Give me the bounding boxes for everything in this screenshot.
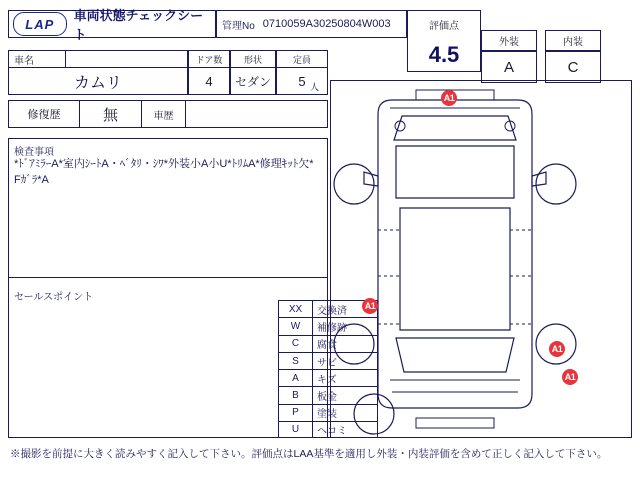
legend-desc: サビ (312, 352, 378, 369)
exterior-grade-value: A (503, 58, 514, 76)
inspection-notes-text: *ﾄﾞｱﾐﾗｰA*室内ｼｰﾄA・ﾍﾞﾀﾘ・ｼﾜ*外装小A小U*ﾄﾘﾑA*修理ｷｯﾄ欠*Fｶﾞﾗ*A (14, 158, 314, 186)
legend-code: U (278, 421, 312, 438)
door-count-label: ドア数 (195, 54, 223, 65)
repair-history-value-box (80, 100, 142, 128)
capacity-value-box (276, 68, 328, 95)
door-count-value: 4 (205, 73, 213, 89)
exterior-label-box (481, 30, 537, 51)
car-name-label: 車名 (14, 55, 34, 67)
hood-panel (396, 146, 514, 198)
legend-code: W (278, 317, 312, 334)
score-label: 評価点 (429, 21, 459, 32)
repair-history-label-box (8, 100, 80, 128)
vehicle-diagram (330, 80, 632, 438)
legend-desc: 補修跡 (312, 317, 378, 334)
header-title-box (8, 8, 216, 42)
interior-label: 内装 (563, 37, 583, 48)
repair-history-value: 無 (102, 106, 118, 124)
repair-history-label: 修復歴 (27, 109, 61, 121)
score-value-box (407, 38, 481, 72)
damage-marker[interactable]: A1 (549, 341, 565, 357)
legend-code: P (278, 404, 312, 421)
legend-desc: 交換済 (312, 300, 378, 317)
interior-grade-box (545, 51, 601, 83)
roof-panel (400, 208, 510, 330)
legend-desc: 塗装 (312, 404, 378, 421)
damage-marker[interactable]: A1 (362, 298, 378, 314)
body-shape-label-box (230, 50, 276, 68)
interior-label-box (545, 30, 601, 51)
legend-code: B (278, 386, 312, 403)
car-name-label-filler (66, 50, 188, 68)
exterior-label: 外装 (499, 37, 519, 48)
interior-grade-value: C (567, 58, 579, 76)
legend-code: XX (278, 300, 312, 317)
front-glass (394, 116, 516, 140)
door-count-label-box (188, 50, 230, 68)
inspection-notes-label: 検査事項 (14, 147, 54, 158)
rear-glass (396, 338, 514, 372)
capacity-value: 5 (298, 73, 306, 89)
damage-marker[interactable]: A1 (441, 90, 457, 106)
legend-code: C (278, 335, 312, 352)
car-name-value-box (8, 68, 188, 95)
car-history-value-box (186, 100, 328, 128)
legend-desc: 板金 (312, 386, 378, 403)
body-shape-value: セダン (234, 74, 272, 89)
score-label-box (407, 10, 481, 38)
wheel-rear-left (334, 324, 374, 364)
capacity-label-box (276, 50, 328, 68)
door-count-value-box (188, 68, 230, 95)
legend-desc: ヘコミ (312, 421, 378, 438)
management-no-value: 0710059A30250804W003 (262, 18, 391, 30)
sales-point-label: セールスポイント (14, 292, 94, 303)
exterior-grade-box (481, 51, 537, 83)
footer-note: ※撮影を前提に大きく読みやすく記入して下さい。評価点はLAA基準を適用し外装・内装評価を含めて正しく記入して下さい。 (10, 448, 608, 460)
car-history-label-box (142, 100, 186, 128)
car-history-label: 車歴 (153, 110, 174, 122)
management-no-box (216, 10, 407, 38)
car-name-label-box (8, 50, 66, 68)
lap-logo: LAP (13, 12, 67, 36)
car-name-value: カムリ (73, 74, 122, 92)
spare-wheel (354, 394, 394, 434)
body-shape-label: 形状 (243, 54, 262, 65)
rear-panel-detail (416, 418, 494, 428)
management-no-label: 管理No (222, 20, 255, 32)
capacity-unit: 人 (310, 82, 320, 92)
legend-code: S (278, 352, 312, 369)
score-value: 4.5 (428, 41, 460, 67)
damage-marker[interactable]: A1 (562, 369, 578, 385)
legend-desc: 腐食 (312, 335, 378, 352)
legend-code: A (278, 369, 312, 386)
capacity-label: 定員 (292, 54, 311, 65)
body-shape-value-box (230, 68, 276, 95)
page-title: 車両状態チェックシート (73, 8, 204, 42)
legend-desc: キズ (312, 369, 378, 386)
